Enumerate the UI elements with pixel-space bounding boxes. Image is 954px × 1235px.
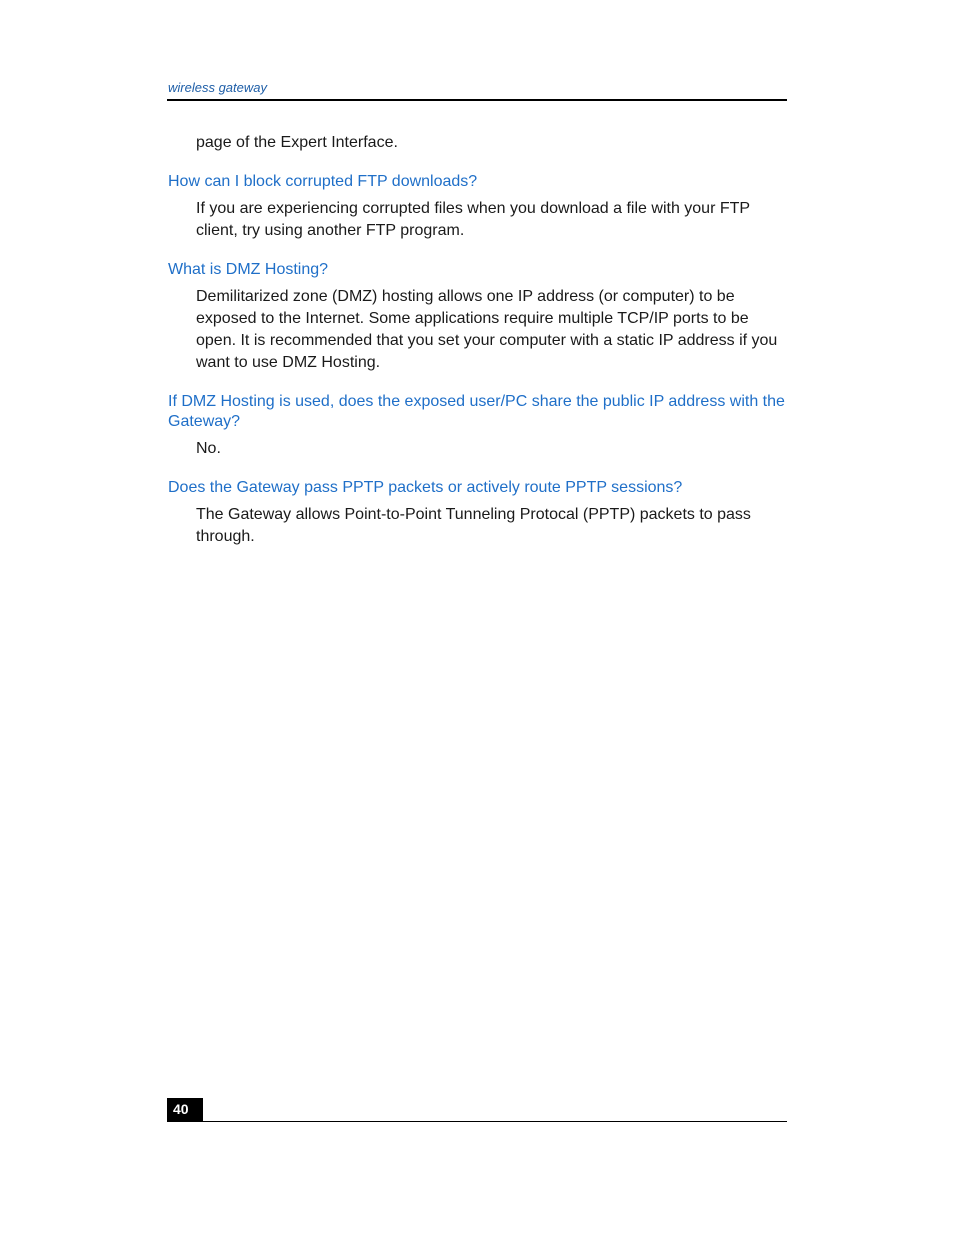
faq-answer: No. (196, 440, 221, 457)
faq-answer: Demilitarized zone (DMZ) hosting allows one IP address (or computer) to be exposed to the Internet. Some applications require multiple TCP/IP ports to be open. It is recommended that you set your computer with a static IP address if you want to use DMZ Hosting. (196, 288, 778, 371)
running-header-title: wireless gateway (168, 80, 267, 95)
faq-answer: The Gateway allows Point-to-Point Tunneling Protocal (PPTP) packets to pass through. (196, 506, 751, 545)
intro-paragraph: page of the Expert Interface. (196, 134, 398, 151)
faq-answer: If you are experiencing corrupted files when you download a file with your FTP client, try using another FTP program. (196, 200, 750, 239)
faq-question: What is DMZ Hosting? (168, 261, 329, 278)
faq-question: If DMZ Hosting is used, does the exposed user/PC share the public IP address with the Gateway? (168, 393, 785, 430)
faq-question: How can I block corrupted FTP downloads? (168, 173, 478, 190)
page-content (168, 132, 786, 548)
faq-item-dmz-public-ip (168, 392, 786, 460)
faq-item-pptp (168, 478, 786, 548)
page-number: 40 (167, 1098, 203, 1122)
faq-item-ftp (168, 172, 786, 242)
faq-question: Does the Gateway pass PPTP packets or actively route PPTP sessions? (168, 479, 683, 496)
footer-rule (167, 1121, 787, 1122)
header-rule (167, 99, 787, 101)
faq-item-dmz (168, 260, 786, 374)
